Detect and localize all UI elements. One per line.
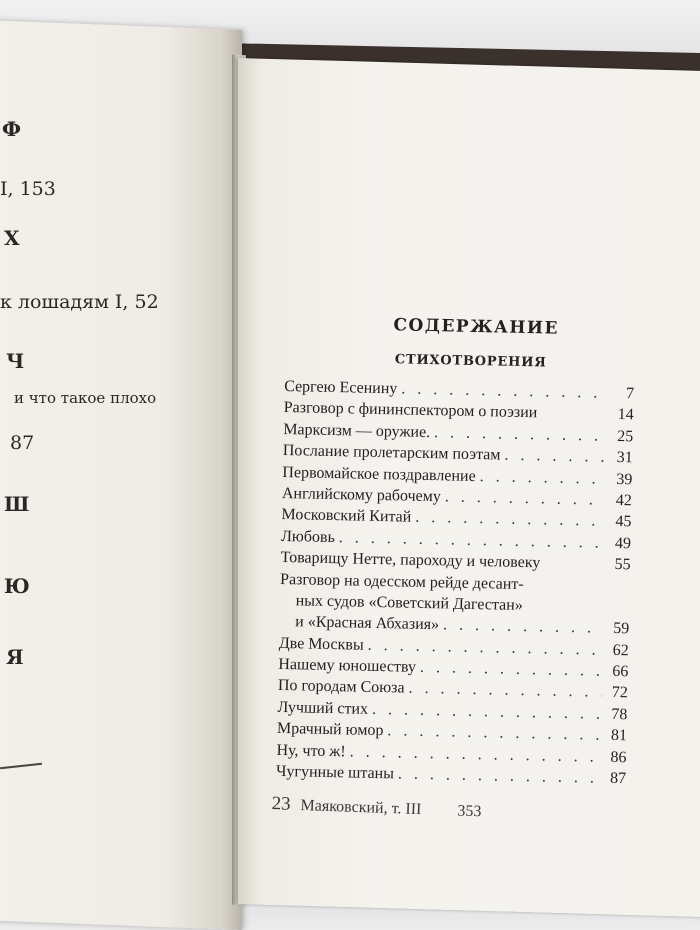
toc-entry-title: Две Москвы [278,634,364,654]
toc-entry-title: Лучший стих [277,698,369,718]
toc-entry-title: Первомайское поздравление [282,463,476,485]
toc-entry-title: и «Красная Абхазия» [295,613,440,634]
toc-leader-dots [398,763,601,789]
toc-entry-page: 55 [614,556,631,574]
index-line: I, 153 [0,178,56,200]
toc-entry-title: Нашему юношеству [278,656,417,676]
toc-entry-title: Московский Китай [281,506,412,527]
toc-entry-page: 25 [617,427,634,446]
toc-leader-dots [541,418,607,419]
toc-entry-page: 81 [610,727,628,745]
toc-entries [276,376,634,790]
toc-leader-dots [504,445,607,469]
page-number: 353 [457,802,482,821]
toc-entry-page: 45 [615,513,632,531]
index-letter: Я [6,645,24,669]
toc-entry-title: Чугунные штаны [275,762,395,783]
toc-entry-title: Товарищу Нетте, пароходу и человеку [280,549,541,572]
left-page [0,20,242,930]
toc-entry-page: 42 [615,491,633,510]
toc-entry-page: 39 [616,470,633,488]
toc-entry-title: Марксизм — оружие. [283,420,431,441]
toc-entry-title: Разговор на одесском рейде десант- [279,570,524,593]
toc-entry-page: 59 [613,620,630,638]
toc-entry-page: 66 [612,662,629,681]
toc-entry-page: 31 [616,449,633,467]
toc-leader-dots [528,589,604,591]
index-letter: Х [4,226,20,250]
toc-entry-page: 86 [610,748,627,766]
footer-text: Маяковский, т. III [300,797,422,819]
toc-entry-page: 62 [612,641,629,659]
toc-entry-page: 7 [625,385,635,403]
toc-entry-page: 72 [611,684,629,702]
index-letter: Ф [2,117,21,141]
signature-mark: 23 [271,793,291,815]
toc-entry-title: Разговор с фининспектором о поэзии [283,399,538,422]
toc-entry-title: Мрачный юмор [276,720,384,740]
toc-entry-title: Любовь [280,527,336,546]
toc-leader-dots [527,610,604,612]
toc-entry-title: Послание пролетарским поэтам [282,442,501,464]
toc-subtitle: СТИХОТВОРЕНИЯ [394,352,547,371]
toc-entry-page: 78 [611,705,628,724]
index-line: и что такое плохо [14,389,157,407]
index-line: к лошадям I, 52 [0,291,159,313]
index-line: 87 [10,432,35,454]
toc-leader-dots [479,466,606,490]
index-letter: Ю [4,574,30,598]
toc-entry-title: ных судов «Советский Дагестан» [295,592,523,614]
toc-entry-title: Ну, что ж! [276,741,346,760]
toc-entry-title: Английскому рабочему [281,484,442,506]
toc-entry-page: 87 [609,769,627,788]
toc-leader-dots [544,568,604,569]
toc-entry-title: Сергею Есенину [284,377,398,398]
toc-entry-page: 14 [617,406,634,424]
toc-title: СОДЕРЖАНИЕ [393,315,560,339]
index-letter: Ш [4,492,30,516]
toc-entry-title: По городам Союза [277,677,405,698]
toc-entry-page: 49 [614,534,632,553]
index-letter: Ч [6,349,25,373]
